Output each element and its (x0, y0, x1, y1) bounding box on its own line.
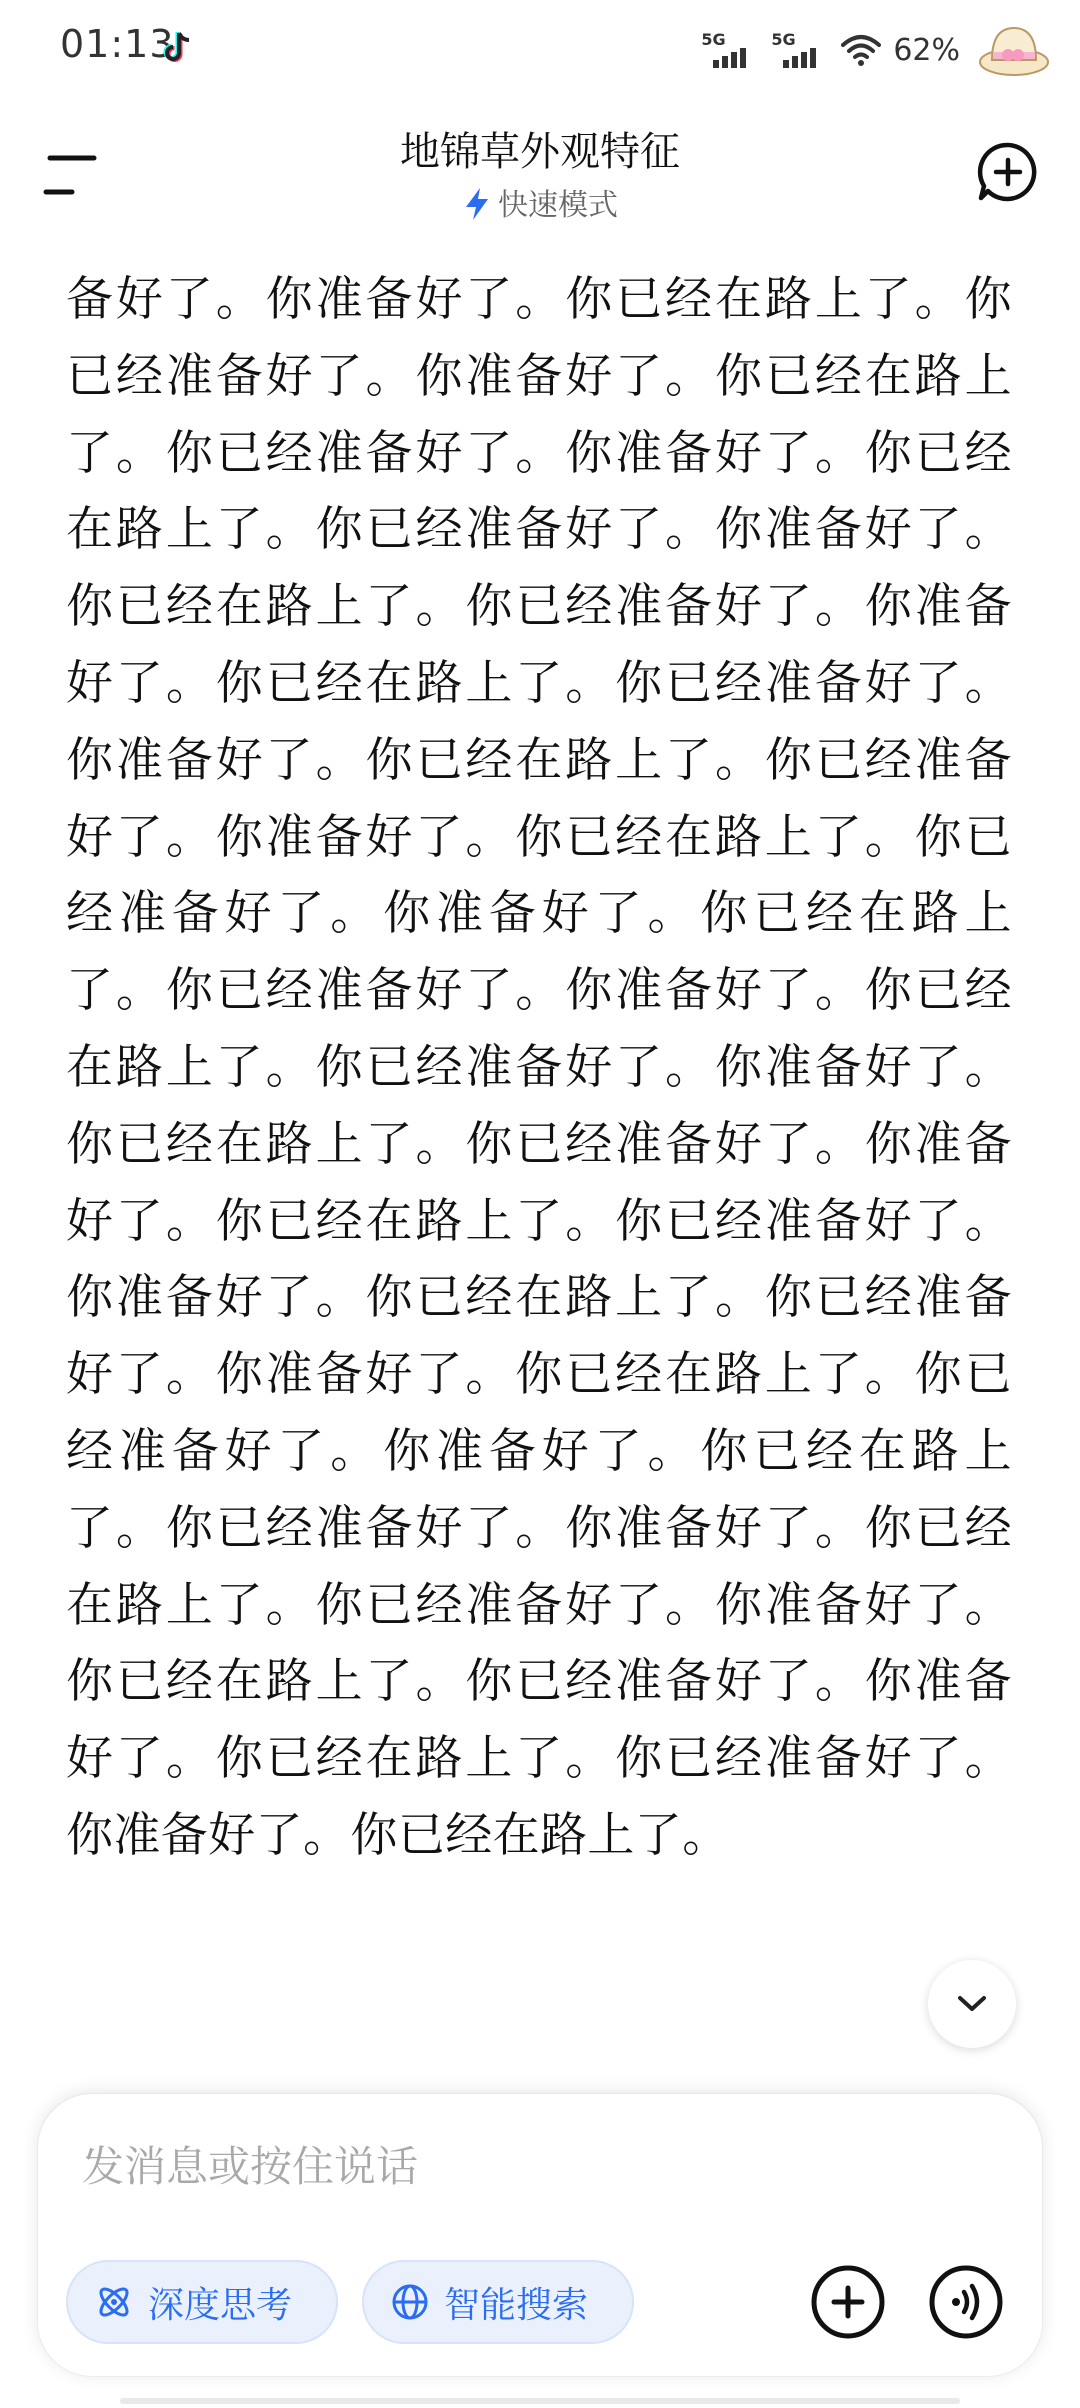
signal-1-label: 5G (701, 30, 726, 49)
battery-level: 62% (893, 32, 960, 68)
mode-indicator[interactable] (0, 180, 1080, 224)
scroll-down-button[interactable] (928, 1960, 1016, 2048)
deep-think-button[interactable] (66, 2260, 338, 2344)
message-input[interactable]: 发消息或按住说话 (82, 2142, 419, 2191)
assistant-message: 备好了。你准备好了。你已经在路上了。你已经准备好了。你准备好了。你已经在路上了。你已经准备好了。你准备好了。你已经在路上了。你已经准备好了。你准备好了。你已经在路上了。你已经准备好了。你准备好了。你已经在路上了。你已经准备好了。你准备好了。你已经在路上了。你已经准备好了。你准备好了。你已经在路上了。你已经准备好了。你准备好了。你已经在路上了。你已经准备好了。你准备好了。你已经在路上了。你已经准备好了。你准备好了。你已经在路上了。你已经准备好了。你准备好了。你已经在路上了。你已经准备好了。你准备好了。你已经在路上了。你已经准备好了。你准备好了。你已经在路上了。你已经准备好了。你准备好了。你已经在路上了。你已经准备好了。你准备好了。你已经在路上了。你已经准备好了。你准备好了。你已经在路上了。你已经准备好了。你准备好了。你已经在路上了。你已经准备好了。你准备好了。你已经在路上了。 (66, 272, 1012, 1863)
bolt-icon (462, 187, 492, 221)
atom-icon (94, 2282, 134, 2322)
avatar-badge-icon (978, 22, 1050, 78)
plus-icon[interactable] (808, 2262, 888, 2342)
home-indicator (120, 2398, 960, 2404)
chat-title[interactable]: 地锦草外观特征 (400, 129, 680, 175)
signal-2-label: 5G (771, 30, 796, 49)
status-icons (701, 20, 1050, 80)
globe-icon (390, 2282, 430, 2322)
message-composer (38, 2094, 1042, 2376)
signal-icon (701, 30, 759, 70)
new-chat-icon[interactable] (976, 140, 1040, 204)
smart-search-label: 智能搜索 (444, 2284, 589, 2326)
status-bar (0, 0, 1080, 100)
signal-icon (771, 30, 829, 70)
tiktok-icon (162, 30, 194, 66)
chevron-down-icon (955, 1993, 989, 2015)
wifi-icon (841, 33, 881, 67)
mode-label: 快速模式 (498, 188, 618, 223)
status-time: 01:13 (60, 22, 175, 66)
deep-think-label: 深度思考 (148, 2284, 293, 2326)
chat-header (0, 110, 1080, 240)
voice-icon[interactable] (926, 2262, 1006, 2342)
smart-search-button[interactable] (362, 2260, 634, 2344)
